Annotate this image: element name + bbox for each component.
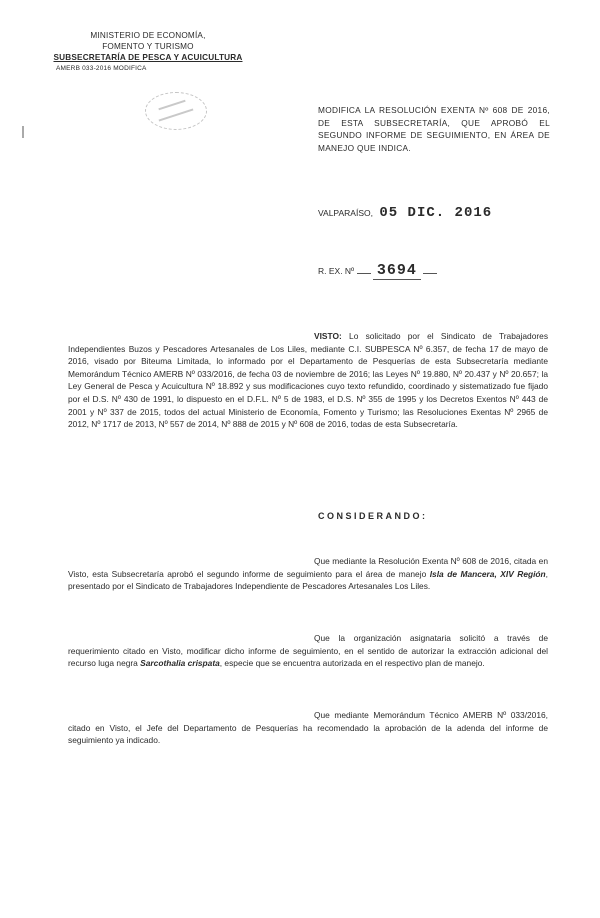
p2-species-name: Sarcothalia crispata [140, 658, 220, 669]
p1-text-before: Que mediante la Resolución Exenta Nº 608 de 2016, citada en Visto, esta Subsecretaría aprobó el segundo informe de seguimiento para el área de manejo [68, 556, 548, 579]
p1-text-after: , presentado por el Sindicato de Trabajadores Independiente de Pescadores Artesanales Los Liles. [68, 568, 548, 592]
resolution-title: MODIFICA LA RESOLUCIÓN EXENTA Nº 608 DE 2016, DE ESTA SUBSECRETARÍA, QUE APROBÓ EL SEGUNDO INFORME DE SEGUIMIENTO, EN ÁREA DE MANEJO QUE INDICA. [318, 105, 550, 153]
p1-area-name: Isla de Mancera, XIV Región [429, 568, 546, 579]
considerando-paragraph-1 [68, 555, 548, 593]
blank-line [423, 273, 437, 274]
date-line [318, 205, 492, 221]
rex-label: R. EX. Nº [318, 266, 355, 276]
visto-paragraph [68, 330, 548, 431]
ministry-name: MINISTERIO DE ECONOMÍA, [90, 31, 206, 40]
faded-stamp [145, 92, 207, 130]
resolution-number: 3694 [373, 262, 421, 280]
visto-label: VISTO: [314, 331, 342, 341]
considerando-paragraph-3: Que mediante Memorándum Técnico AMERB Nº 033/2016, citado en Visto, el Jefe del Departamento de Pesquerías ha recomendado la aprobación de la adenda del informe de seguimiento ya indicado. [68, 710, 548, 746]
subsecretaria-name: SUBSECRETARÍA DE PESCA Y ACUICULTURA [53, 53, 243, 62]
p2-text-after: , especie que se encuentra autorizada en el respectivo plan de manejo. [219, 658, 485, 669]
considerando-heading: CONSIDERANDO: [318, 511, 428, 521]
considerando-paragraph-2 [68, 632, 548, 670]
blank-line [357, 273, 371, 274]
resolution-number-line [318, 262, 437, 279]
margin-mark [22, 126, 30, 138]
p2-text-before: Que la organización asignataria solicitó a través de requerimiento citado en Visto, modificar dicho informe de seguimiento, en el sentido de autorizar la extracción adicional del recurso luga negra [68, 633, 548, 669]
amerb-reference: AMERB 033-2016 MODIFICA [56, 65, 147, 72]
date-stamp: 05 DIC. 2016 [379, 205, 493, 221]
letterhead [48, 30, 248, 74]
city-label: VALPARAÍSO, [318, 208, 373, 218]
ministry-name-cont: FOMENTO Y TURISMO [102, 42, 194, 51]
visto-text: Lo solicitado por el Sindicato de Trabajadores Independientes Buzos y Pescadores Artesanales de Los Liles, mediante C.I. SUBPESCA Nº 6.357, de fecha 17 de mayo de 2016, visado por Biteuma Limitada, lo informado por el Departamento de Pesquerías de esta Subsecretaría mediante Memorándum Técnico AMERB Nº 033/2016, de fecha 03 de noviembre de 2016; las Leyes Nº 19.880, Nº 20.437 y Nº 20.657; la Ley General de Pesca y Acuicultura Nº 18.892 y sus modificaciones cuyo texto refundido, coordinado y sistematizado fue fijado por el D.S. Nº 430 de 1991, lo dispuesto en el D.F.L. Nº 5 de 1983, el D.S. Nº 355 de 1995 y los Decretos Exentos Nº 443 de 2001 y Nº 337 de 2015, todos del actual Ministerio de Economía, Fomento y Turismo; las Resoluciones Exentas Nº 2965 de 2012, Nº 1717 de 2013, Nº 557 de 2014, Nº 888 de 2015 y Nº 608 de 2016, todas de esta Subsecretaría. [68, 331, 549, 430]
